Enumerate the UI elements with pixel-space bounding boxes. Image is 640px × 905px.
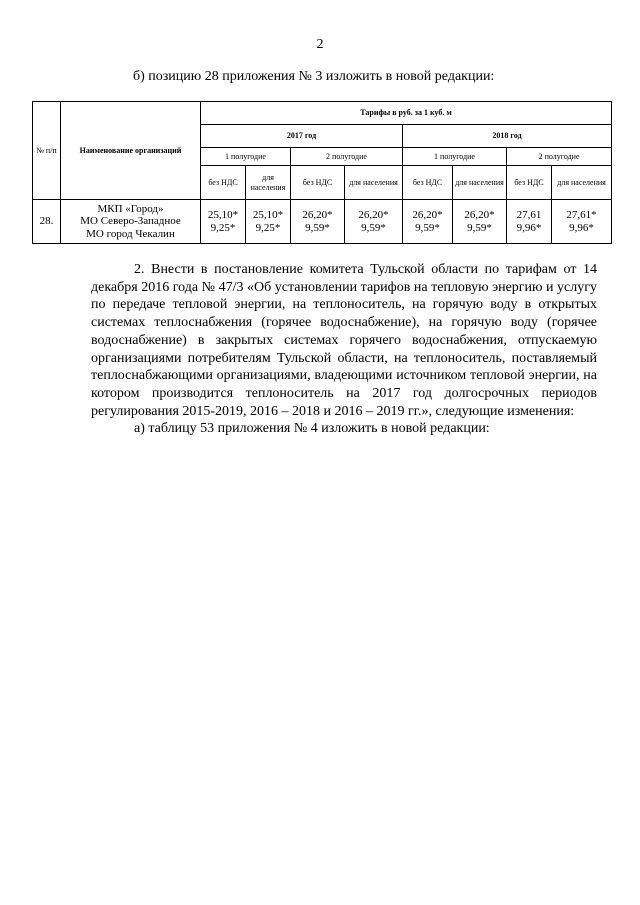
tariff-value: 25,10* — [207, 208, 239, 221]
tariff-value: 26,20* — [302, 208, 333, 221]
tariff-value: 9,59* — [415, 221, 440, 234]
organization-cell — [61, 200, 201, 244]
header-sub: без НДС — [507, 166, 552, 200]
tariff-cell — [291, 200, 345, 244]
paragraph-table-53: а) таблицу 53 приложения № 4 изложить в новой редакции: — [134, 421, 490, 437]
header-sub: для населения — [345, 166, 403, 200]
paragraph-amendment: 2. Внести в постановление комитета Тульской области по тарифам от 14 декабря 2016 года № 47/3 «Об установлении тарифов на тепловую энергию и услугу по передаче тепловой энергии, на теплоноситель, на горячую воду в открытых системах теплоснабжения (горячее водоснабжение), на горячую воду (горячее водоснабжение) в закрытых системах горячего водоснабжения, отпускаемую организациями потребителям Тульской области, на теплоноситель, поставляемый теплоснабжающими организациями, владеющими источником тепловой энергии, на котором производится теплоноситель на 2017 год долгосрочных периодов регулирования 2015-2019, 2016 – 2018 и 2016 – 2019 гг.», следующие изменения: — [91, 262, 597, 419]
header-half: 2 полугодие — [291, 148, 403, 166]
tariff-value: 9,96* — [569, 221, 594, 234]
organization-name: МКП «Город» — [97, 202, 164, 215]
tariff-cell — [507, 200, 552, 244]
page-number: 2 — [316, 37, 324, 52]
tariffs-table — [32, 101, 612, 244]
tariff-cell — [345, 200, 403, 244]
tariff-cell — [201, 200, 246, 244]
tariff-value: 27,61* — [566, 208, 597, 221]
header-half: 2 полугодие — [507, 148, 612, 166]
header-sub: без НДС — [291, 166, 345, 200]
header-half: 1 полугодие — [403, 148, 507, 166]
header-sub: без НДС — [403, 166, 453, 200]
tariff-cell — [246, 200, 291, 244]
tariff-value: 9,96* — [516, 221, 542, 234]
tariff-value: 27,61 — [516, 208, 542, 221]
organization-name: МО город Чекалин — [86, 227, 175, 240]
table-row — [33, 200, 612, 244]
tariff-value: 26,20* — [412, 208, 443, 221]
organization-name: МО Северо-Западное — [80, 215, 181, 228]
tariff-value: 9,25* — [255, 221, 281, 234]
tariff-value: 25,10* — [252, 208, 284, 221]
tariff-value: 9,59* — [305, 221, 330, 234]
header-sub: без НДС — [201, 166, 246, 200]
header-organization: Наименование организаций — [61, 102, 201, 200]
tariff-cell — [552, 200, 612, 244]
tariff-value: 9,25* — [210, 221, 236, 234]
header-half: 1 полугодие — [201, 148, 291, 166]
tariff-value: 9,59* — [361, 221, 386, 234]
tariff-value: 26,20* — [464, 208, 495, 221]
header-tariffs: Тарифы в руб. за 1 куб. м — [201, 102, 612, 125]
header-sub: для населения — [246, 166, 291, 200]
header-sub: для населения — [453, 166, 507, 200]
body-text — [91, 261, 597, 438]
section-heading: б) позицию 28 приложения № 3 изложить в новой редакции: — [133, 69, 495, 84]
header-year-2017: 2017 год — [201, 125, 403, 148]
header-year-2018: 2018 год — [403, 125, 612, 148]
row-number: 28. — [33, 200, 61, 244]
tariff-cell — [453, 200, 507, 244]
header-sub: для населения — [552, 166, 612, 200]
header-number: № п/п — [33, 102, 61, 200]
tariff-value: 9,59* — [467, 221, 492, 234]
tariff-value: 26,20* — [358, 208, 389, 221]
tariff-cell — [403, 200, 453, 244]
